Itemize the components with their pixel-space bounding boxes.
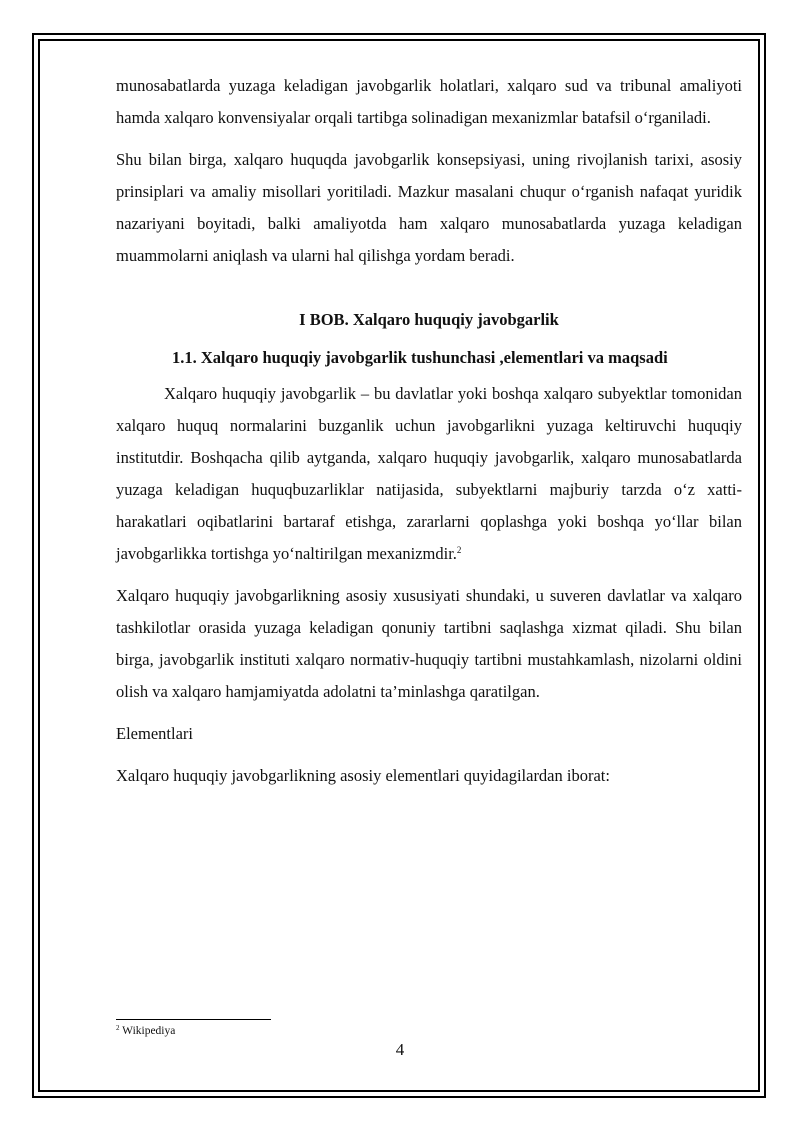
paragraph-main-feature: Xalqaro huquqiy javobgarlikning asosiy xususiyati shundaki, u suveren davlatlar va xalqaro tashkilotlar orasida yuzaga keladigan qonuniy tartibni saqlashga xizmat qiladi. Shu bilan birga, javobgarlik instituti xalqaro normativ-huquqiy tartibni mustahkamlash, nizolarni oldini olish va xalqaro hamjamiyatda adolatni ta’minlashga qaratilgan. (116, 586, 742, 701)
footnote-marker: 2 (116, 1024, 120, 1032)
footnote-text: Wikipediya (122, 1025, 176, 1037)
paragraph-intro-continued: munosabatlarda yuzaga keladigan javobgarlik holatlari, xalqaro sud va tribunal amaliyoti hamda xalqaro konvensiyalar orqali tartibga solinadigan mexanizmlar batafsil o‘rganiladi. (116, 76, 742, 127)
section-title: 1.1. Xalqaro huquqiy javobgarlik tushunchasi ,elementlari va maqsadi (172, 348, 668, 367)
footnote-separator (116, 1019, 271, 1020)
document-body (116, 70, 742, 792)
chapter-title: I BOB. Xalqaro huquqiy javobgarlik (299, 310, 559, 329)
footnote (116, 1025, 175, 1037)
page-number: 4 (395, 1040, 405, 1059)
footnote-reference[interactable]: 2 (456, 545, 462, 555)
paragraph-elements-heading: Elementlari (116, 724, 193, 743)
paragraph-definition-text: Xalqaro huquqiy javobgarlik – bu davlatlar yoki boshqa xalqaro subyektlar tomonidan xalqaro huquq normalarini buzganlik uchun javobgarlikni yuzaga keltiruvchi huquqiy institutdir. Boshqacha qilib aytganda, xalqaro huquqiy javobgarlik, xalqaro munosabatlarda yuzaga keladigan huquqbuzarliklar natijasida, subyektlarni majburiy tarzda o‘z xatti-harakatlari oqibatlarini bartaraf etishga, zararlarni qoplashga yoki boshqa yo‘llar bilan javobgarlikka tortishga yo‘naltirilgan mexanizmdir. (116, 384, 742, 563)
paragraph-concept-overview: Shu bilan birga, xalqaro huquqda javobgarlik konsepsiyasi, uning rivojlanish tarixi, asosiy prinsiplari va amaliy misollari yoritiladi. Mazkur masalani chuqur o‘rganish nafaqat yuridik nazariyani boyitadi, balki amaliyotda ham xalqaro munosabatlarda yuzaga keladigan muammolarni aniqlash va ularni hal qilishga yordam beradi. (116, 150, 742, 265)
paragraph-elements-intro: Xalqaro huquqiy javobgarlikning asosiy elementlari quyidagilardan iborat: (116, 766, 610, 785)
paragraph-definition (116, 378, 742, 570)
